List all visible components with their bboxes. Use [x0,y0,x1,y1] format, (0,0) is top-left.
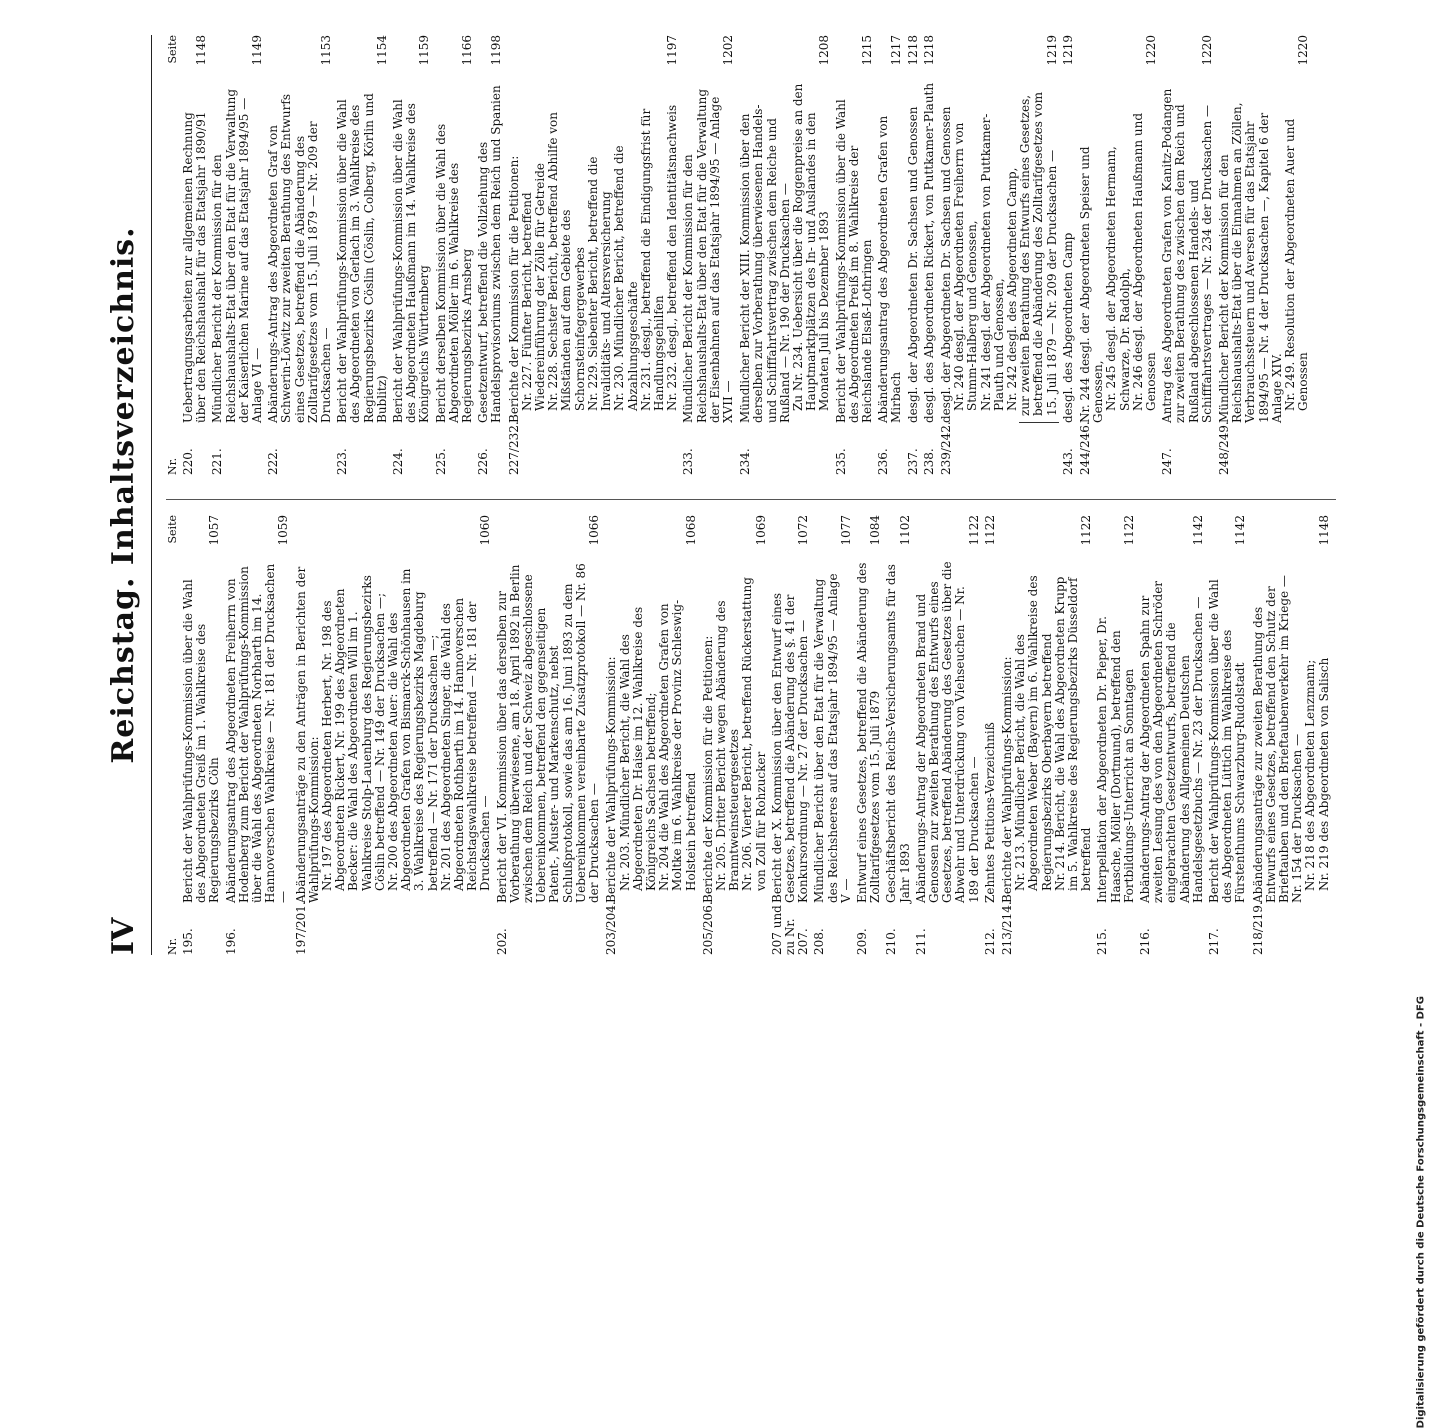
entry-page: 1122 [966,515,981,546]
column-header-nr: Nr. [166,457,179,475]
toc-entry [877,35,903,475]
entry-text: desgl. des Abgeordneten Rickert, von Puttkamer-Plauth [921,82,936,423]
entry-number: 215. [1095,928,1110,955]
entry-page: 1215 [859,35,874,66]
toc-entry [211,35,264,475]
toc-entry [885,515,911,955]
entry-page: 1149 [250,35,265,66]
bracket-note: zur zweiten Berathung des Entwurfs eines Gesetzes, betreffend die Abänderung des Zolltarifgesetzes vom 15. Juli 1879 — Nr. 209 der Drucksachen — [1019,81,1059,423]
toc-entry [1062,35,1075,475]
entry-subitem: Nr. 201 des Abgeordneten Singer, die Wahl des Abgeordneten Rothbarth im 14. Hannoverschen Reichstagswahlkreise betreffend — Nr. 181 der Drucksachen — [438,597,493,891]
toc-entry [295,515,493,955]
entry-text: Abänderungsanträge zu den Anträgen in Berichten der Wahlprüfungs-Kommission: [293,566,321,903]
entry-subitem: Nr. 213. Mündlicher Bericht, die Wahl des Abgeordneten Weber (Bayern) im 6. Wahlkreise des Regierungsbezirks Oberbayern betreffend [1013,575,1054,891]
entry-subitem: Nr. 204 die Wahl des Abgeordneten Grafen von Moltke im 6. Wahlkreise der Provinz Schleswig-Holstein betreffend [657,599,698,891]
entry-subitem: Zu Nr. 234. Uebersicht über die Roggenpreise an den Hauptmarktplätzen des In- und Auslandes in den Monaten Juli bis Dezember 1893 [790,83,832,411]
entry-text: Bericht derselben Kommission über die Wahl des Abgeordneten Möller im 6. Wahlkreise des Regierungsbezirks Arnsberg [433,123,475,423]
column-header-nr: Nr. [166,937,179,955]
entry-number: 207 und zu Nr. 207. [769,905,811,955]
entry-text: Abänderungsantrag des Abgeordneten Freiherrn von Hodenberg zum Bericht der Wahlprüfungs-Kommission über die Wahl des Abgeordneten Norbharth im 14. Hannoverschen Wahlkreise — Nr. 181 der Drucksachen — [223,563,291,903]
entry-page: 1220 [1144,35,1159,66]
entry-number: 213/214. [999,901,1014,955]
entry-text: Nr. 244 desgl. der Abgeordneten Speiser und Genossen, [1078,146,1106,423]
entry-text: desgl. der Abgeordneten Dr. Sachsen und Genossen [905,106,920,423]
entry-number: 217. [1207,928,1222,955]
entry-text: Bericht der Wahlprüfungs-Kommission über die Wahl des Abgeordneten von Gerlach im 3. Wahlkreise des Regierungsbezirks Cöslin (Cöslin, Colberg, Körlin und Bublitz) [335,93,389,423]
entry-text: Mündlicher Bericht über den Etat für die Verwaltung des Reichsheeres auf das Etatsjahr 1894/95 — Anlage V — [812,573,853,903]
toc-entry [508,35,680,475]
digitization-credit: Digitalisierung gefördert durch die Deutsche Forschungsgemeinschaft - DFG [1415,996,1426,1428]
entry-number: 224. [391,448,406,475]
entry-number: 236. [876,448,891,475]
entry-number: 225. [433,448,448,475]
entry-number: 212. [982,928,997,955]
entry-text: Entwurf eines Gesetzes, betreffend die Abänderung des Zolltarifgesetzes vom 15. Juli 1879 [854,562,883,903]
toc-entry [1001,515,1093,955]
page-title: Reichstag. Inhaltsverzeichnis. [106,226,141,764]
entry-page: 1060 [478,515,493,546]
column-header [166,515,182,955]
entry-page: 1069 [753,515,768,546]
entry-subitem: Nr. 203. Mündlicher Bericht, die Wahl des Abgeordneten Dr. Haise im 12. Wahlkreise des Königreichs Sachsen betreffend; [617,606,658,891]
entry-text: Zehntes Petitions-Verzeichniß [982,722,997,903]
entry-number: 208. [812,928,827,955]
entry-text: Antrag des Abgeordneten Grafen von Kanitz-Podangen zur zweiten Berathung des zwischen dem Reich und Rußland abgeschlossenen Handels- und Schifffahrtsvertrages — Nr. 234 der Drucksachen — [1160,88,1214,423]
entry-text: Mündlicher Bericht der XIII. Kommission über den derselben zur Vorberathung überwiesenen Handels- und Schifffahrtsvertrag zwischen dem Reiche und Rußland — Nr. 190 der Drucksachen — [738,104,792,423]
toc-entry [1139,515,1205,955]
entry-text: Bericht der Wahlprüfungs-Kommission über die Wahl des Abgeordneten Lüttich im Wahlkreise des Fürstenthums Schwarzburg-Rudolstadt [1207,579,1248,903]
entry-subitem: Nr. 200 des Abgeordneten Auer: die Wahl des Abgeordneten Grafen von Bismarck-Schönhausen im 3. Wahlkreise des Regierungsbezirks Magdeburg betreffend — Nr. 171 der Drucksachen —; [386,568,440,891]
entry-text: Gesetzentwurf, betreffend die Vollziehung des Handelsprovisoriums zwischen dem Reich und Spanien [476,85,504,423]
column-divider [166,499,1336,500]
entry-subitem: Nr. 228. Sechster Bericht, betreffend Abhilfe von Mißständen auf dem Gebiete des Schornsteinfegergewerbes [546,111,587,411]
entry-page: 1220 [1199,35,1214,66]
entry-subitem: Nr. 214. Bericht, die Wahl des Abgeordneten Krupp im 5. Wahlkreise des Regierungsbezirks Düsseldorf betreffend [1052,576,1094,891]
entry-text: Abänderungsantrag des Abgeordneten Grafen von Mirbach [876,115,904,423]
entry-number: 209. [854,928,869,955]
entry-subitem: Nr. 231. desgl., betreffend die Eindigungsfrist für Handlungsgehilfen [638,108,666,411]
document-page [66,5,1366,995]
entry-page: 1198 [489,35,504,66]
entry-number: 195. [181,928,195,955]
entry-text: Abänderungsanträge zur zweiten Berathung des Entwurfs eines Gesetzes, betreffend den Schutz der Brieftauben und den Brieftaubenverkehr im Kriege — Nr. 154 der Drucksachen — [1250,575,1305,903]
entry-page: 1153 [319,35,334,66]
entry-number: 210. [884,928,899,955]
entry-number: 235. [833,448,848,475]
toc-entry [182,515,222,955]
entry-page: 1068 [683,515,698,546]
entry-text: Bericht der VI. Kommission über das derselben zur Vorberathung überwiesene, am 18. April 1892 in Berlin zwischen dem Reich und der Schweiz abgeschlossene Uebereinkommen, betreffend den gegenseitigen Patent-, Muster- und Markenschutz, nebst Schlußprotokoll, sowie das am 16. Juni 1893 zu dem Uebereinkommen vereinbarte Zusatzprotokoll — Nr. 86 der Drucksachen — [494,563,602,903]
toc-entry [477,35,503,475]
entry-text: Interpellation der Abgeordneten Dr. Pieper, Dr. Haasche, Möller (Dortmund), betreffend den Fortbildungs-Unterricht an Sonntagen [1095,616,1136,903]
entry-page: 1102 [897,515,912,546]
entry-number: 211. [913,928,928,955]
entry-text: Berichte der Kommission für die Petitionen: [700,635,715,903]
entry-number: 202. [494,928,509,955]
entry-page: 1122 [1121,515,1136,546]
entry-subitem: Nr. 218 des Abgeordneten Lenzmann; [1303,659,1318,891]
entry-page: 1142 [1190,515,1205,546]
entry-text: Abänderungs-Antrag der Abgeordneten Spahn zur zweiten Lesung des von den Abgeordneten Schröder eingebrachten Gesetzentwurfs, betreffend die Abänderung des Allgemeinen Deutschen Handelsgesetzbuchs — Nr. 23 der Drucksachen — [1138,580,1205,903]
entry-number: 203/204. [604,901,619,955]
toc-entry [267,35,333,475]
entry-text: Uebertragungsarbeiten zur allgemeinen Rechnung über den Reichshaushalt für das Etatsjahr 1890/91 [181,111,209,423]
toc-entry [435,35,475,475]
entry-page: 1218 [921,35,936,66]
entry-subitem: Nr. 206. Vierter Bericht, betreffend Rückerstattung von Zoll für Rohzucker [740,577,768,891]
toc-entry [1208,515,1248,955]
entry-page: 1166 [460,35,475,66]
entry-text: Berichte der Wahlprüfungs-Kommission: [604,656,619,903]
entry-text: Mündlicher Bericht der Kommission für den Reichshaushalts-Etat über den Etat für die Verwaltung der Eisenbahnen auf das Etatsjahr 1894/95 — Anlage XVII — [681,88,735,423]
entry-number: 222. [266,448,281,475]
entry-page: 1154 [374,35,389,66]
toc-entry [1161,35,1214,475]
entry-number: 196. [223,928,238,955]
entry-page: 1066 [587,515,602,546]
entry-text: Mündlicher Bericht der Kommission für den Reichshaushalts-Etat über den Etat für die Verwaltung der Kaiserlichen Marine auf das Etatsjahr 1894/95 — Anlage VI — [210,88,265,423]
entry-text: Bericht der Wahlprüfungs-Kommission über die Wahl des Abgeordneten Greiß im 1. Wahlkreise des Regierungsbezirks Cöln [181,579,222,903]
entry-subitem: Nr. 229. Siebenter Bericht, betreffend die Invaliditäts- und Altersversicherung [585,156,614,411]
column-header-seite: Seite [166,35,179,64]
entry-number: 244/246. [1078,421,1092,475]
entry-page: 1218 [905,35,920,66]
toc-entry [182,35,208,475]
entry-number: 233. [681,448,696,475]
toc-entry [682,35,735,475]
entry-text: Bericht der Wahlprüfungs-Kommission über die Wahl des Abgeordneten Haußmann im 14. Wahlkreise des Königreichs Württemberg [391,99,432,423]
entry-page: 1197 [665,35,680,66]
entry-page: 1202 [720,35,735,66]
toc-entry [225,515,291,955]
entry-page: 1077 [838,515,853,546]
entry-page: 1142 [1233,515,1248,546]
toc-entry [771,515,811,955]
entry-subitem: Nr. 246 desgl. der Abgeordneten Haußmann und Genossen [1130,112,1159,411]
entry-number: 226. [476,448,491,475]
entry-subitem: Nr. 241 desgl. der Abgeordneten von Puttkamer-Plauth und Genossen, [978,113,1006,411]
entry-page: 1059 [276,515,291,546]
toc-entry [496,515,602,955]
entry-page: 1057 [207,515,222,546]
left-column [166,515,1336,955]
entry-page: 1148 [1316,515,1331,546]
entry-text: Abänderungs-Antrag der Abgeordneten Brand und Genossen zur zweiten Berathung des Entwurfs eines Gesetzes, betreffend Abänderung des Gesetzes über die Abwehr und Unterdrückung von Viehseuchen — Nr. 189 der Drucksachen — [913,561,981,903]
toc-entry [813,515,853,955]
toc-entry [915,515,981,955]
toc-entry [1096,515,1136,955]
entry-number: 243. [1060,448,1075,475]
entry-subitem: Nr. 249. Resolution der Abgeordneten Auer und Genossen [1283,118,1311,411]
entry-page: 1219 [1060,35,1075,66]
entry-number: 234. [738,448,753,475]
toc-entry [984,515,997,955]
entry-page: 1072 [796,515,811,546]
toc-entry [1252,515,1331,955]
toc-entry [907,35,920,475]
toc-entry [336,35,389,475]
toc-entry [923,35,936,475]
toc-entry [856,515,882,955]
column-header-seite: Seite [166,515,179,544]
entry-page: 1220 [1296,35,1311,66]
toc-entry [835,35,875,475]
toc-entry [702,515,768,955]
entry-page: 1219 [1044,35,1059,66]
toc-entry [392,35,432,475]
entry-text: desgl. des Abgeordneten Camp [1060,232,1075,423]
entry-text: desgl. der Abgeordneten Dr. Sachsen und Genossen [938,106,953,423]
entry-page: 1208 [817,35,832,66]
entry-number: 220. [181,448,195,475]
entry-subitem: Nr. 205. Dritter Bericht wegen Abänderung des Branntweinsteuergesetzes [713,600,742,891]
entry-number: 248/249. [1217,421,1232,475]
entry-subitem: Nr. 230. Mündlicher Bericht, betreffend die Abzahlungsgeschäfte [612,145,640,411]
entry-text: Abänderungs-Antrag des Abgeordneten Graf von Schwerin-Löwitz zur zweiten Berathung des Entwurfs eines Gesetzes, betreffend die Abänderung des Zolltarifgesetzes vom 15. Juli 1879 — Nr. 209 der Drucksachen — [266,94,334,423]
entry-page: 1084 [868,515,883,546]
entry-text: Bericht der X. Kommission über den Entwurf eines Gesetzes, betreffend die Abänderung des §. 41 der Konkursordnung — Nr. 27 der Drucksachen — [769,592,811,903]
right-column [166,35,1336,475]
entry-page: 1159 [417,35,432,66]
entry-text: Geschäftsbericht des Reichs-Versicherungsamts für das Jahr 1893 [884,564,912,903]
entry-number: 205/206. [700,901,715,955]
toc-entry [739,35,831,475]
entry-subitem: Nr. 227. Fünfter Bericht, betreffend Wiedereinführung der Zölle für Getreide [519,162,548,411]
entry-page: 1122 [1079,515,1094,546]
toc-entry [1079,35,1158,475]
page-number: IV [106,917,141,955]
entry-number: 237. [905,448,920,475]
entry-number: 238. [921,448,936,475]
entry-number: 216. [1138,928,1153,955]
entry-subitem: Nr. 219 des Abgeordneten von Salisch [1316,657,1331,891]
page-header [106,35,146,955]
entry-text: Bericht der Wahlprüfungs-Kommission über die Wahl des Abgeordneten Preiß im 8. Wahlkreise der Reichslande Elsaß-Lothringen [833,99,874,423]
entry-subitem: Nr. 240 desgl. der Abgeordneten Freiherrn von Stumm-Halberg und Genossen, [952,122,980,411]
entry-text: Berichte der Wahlprüfungs-Kommission: [999,656,1014,903]
entry-number: 227/232. [506,421,521,475]
entry-number: 218/219. [1250,901,1265,955]
entry-number: 247. [1160,448,1175,475]
entry-number: 221. [210,448,225,475]
entry-number: 239/242. [938,421,953,475]
entry-text: Berichte der Kommission für die Petitionen: [506,155,521,423]
entry-subitem: Nr. 232. desgl., betreffend den Identitätsnachweis [665,104,680,411]
entry-page: 1217 [889,35,904,66]
toc-entry [605,515,697,955]
entry-number: 223. [335,448,350,475]
entry-number: 197/201. [293,901,308,955]
entry-subitem: Nr. 245 desgl. der Abgeordneten Hermann, Schwarze, Dr. Radolph, [1104,146,1132,411]
toc-entry [940,35,1059,475]
header-rule [151,35,152,955]
toc-entry [1218,35,1310,475]
entry-page: 1148 [194,35,209,66]
column-header [166,35,182,475]
entry-subitem: Nr. 242 desgl. des Abgeordneten Camp, [1004,167,1019,411]
entry-subitem: Nr. 197 des Abgeordneten Herbert, Nr. 198 des Abgeordneten Rickert, Nr. 199 des Abgeordneten Becker: die Wahl des Abgeordneten Will im 1. Wahlkreise Stolp-Lauenburg des Regierungsbezirks Cöslin betreffend — Nr. 149 der Drucksachen —; [320,575,387,891]
entry-page: 1122 [982,515,997,546]
entry-text: Mündlicher Bericht der Kommission für den Reichshaushalts-Etat über die Einnahmen an Zöllen, Verbrauchssteuern und Aversen für das Etatsjahr 1894/95 — Nr. 4 der Drucksachen —, Kapitel 6 der Anlage XIV. [1217,102,1284,423]
